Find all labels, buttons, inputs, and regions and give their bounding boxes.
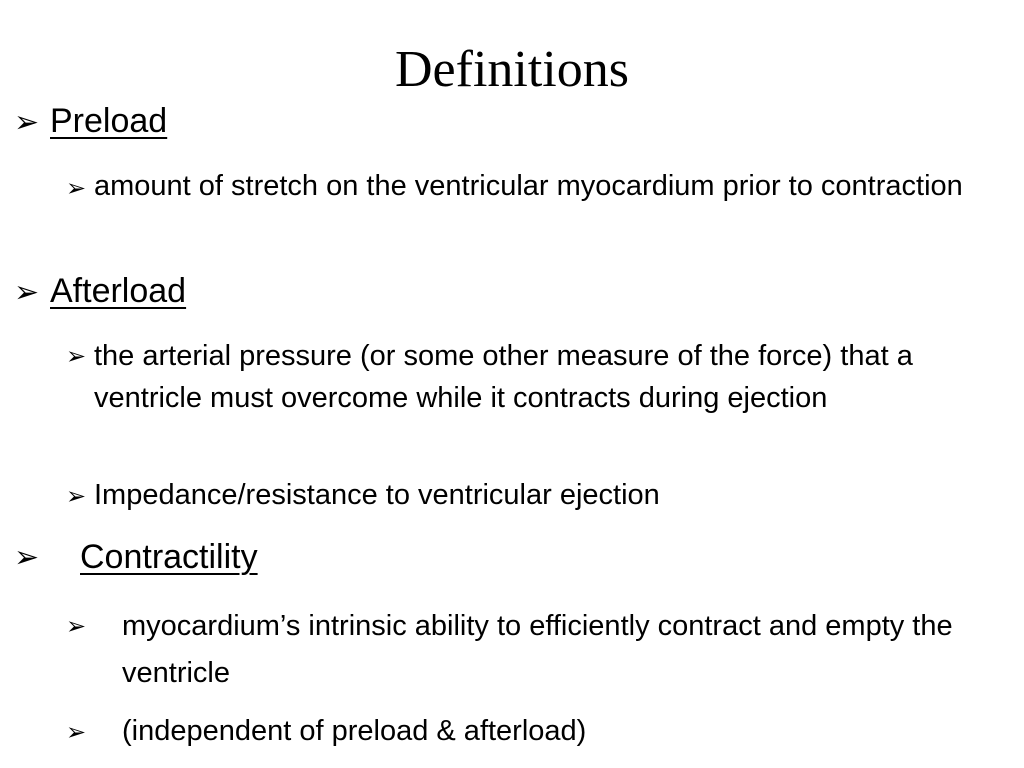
list-item: myocardium’s intrinsic ability to efficiently contract and empty the ventricle [122, 610, 953, 689]
list-item: (independent of preload & afterload) [122, 715, 587, 747]
arrow-bullet-icon: ➢ [66, 718, 87, 746]
list-item: the arterial pressure (or some other measure of the force) that a ventricle must overcome while it contracts during ejection [94, 340, 913, 414]
arrow-bullet-icon: ➢ [66, 612, 87, 640]
arrow-bullet-icon: ➢ [66, 342, 87, 370]
arrow-bullet-icon: ➢ [14, 540, 40, 575]
section-heading-contractility: Contractility [80, 538, 258, 576]
section-heading-afterload: Afterload [50, 272, 187, 310]
arrow-bullet-icon: ➢ [14, 105, 40, 140]
list-item: amount of stretch on the ventricular myocardium prior to contraction [94, 170, 963, 202]
slide-title: Definitions [395, 41, 629, 98]
section-heading-preload: Preload [50, 102, 168, 140]
list-item: Impedance/resistance to ventricular ejection [94, 479, 660, 511]
arrow-bullet-icon: ➢ [66, 482, 87, 510]
arrow-bullet-icon: ➢ [66, 174, 87, 202]
arrow-bullet-icon: ➢ [14, 275, 40, 310]
